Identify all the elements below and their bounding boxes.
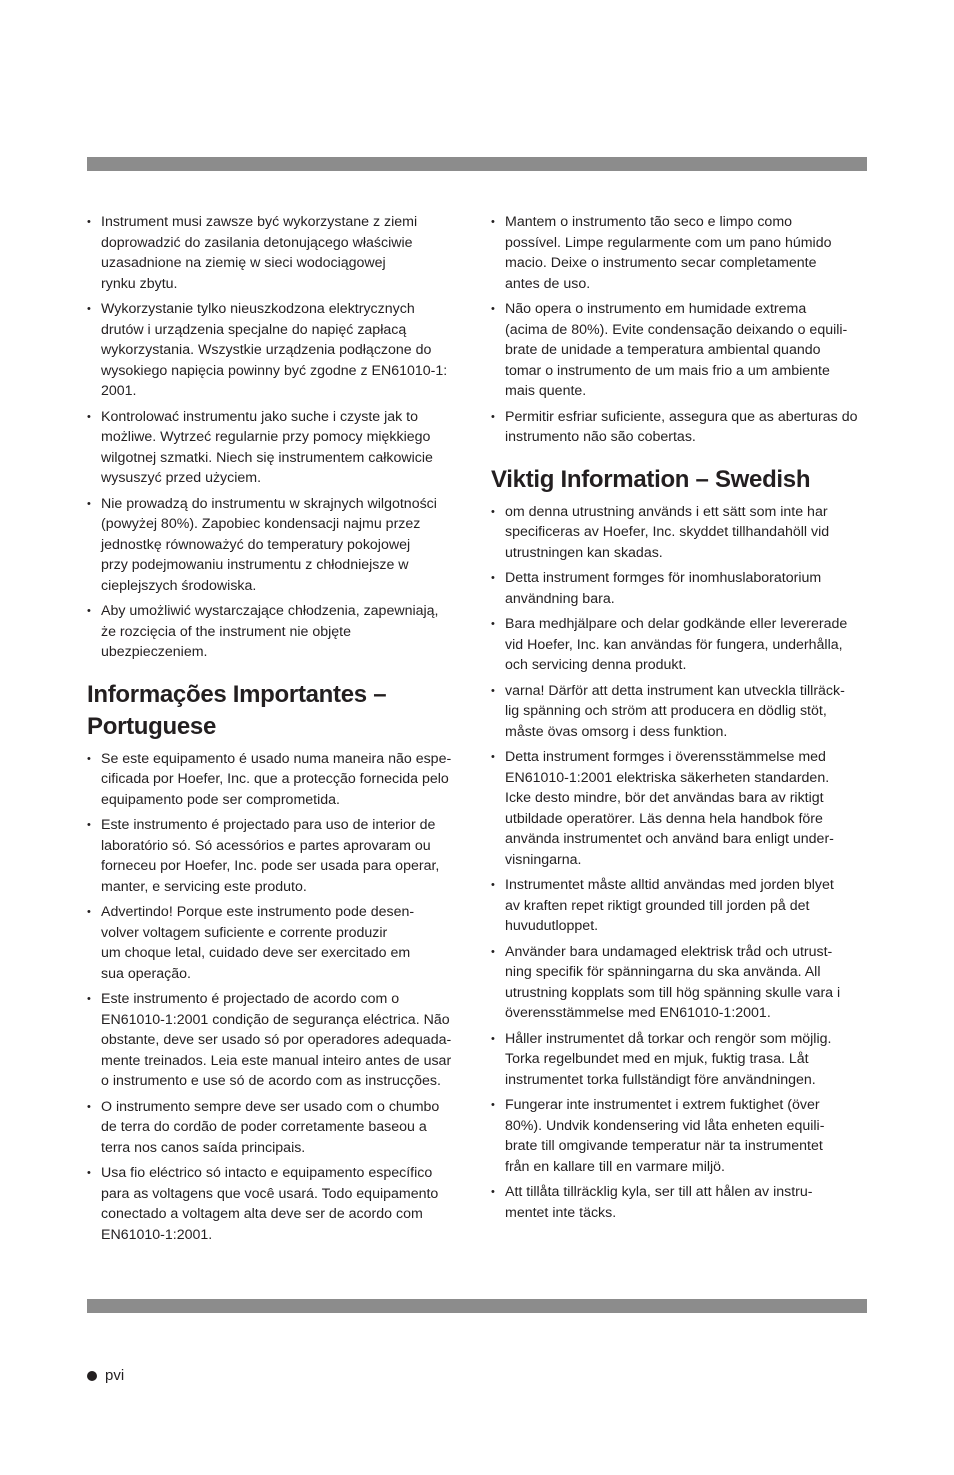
list-item-text: Detta instrument formges i överensstämmelse med EN61010-1:2001 elektriska säkerheten standarden. Icke desto mindre, bör det användas bara av riktigt utbildade operatörer. Läs denna hela handbok före använda instrumentet och använd bara enligt under- visningarna. (505, 749, 834, 868)
bullet-icon: • (491, 410, 495, 423)
bullet-icon: • (491, 618, 495, 630)
list-item-text: Wykorzystanie tylko nieuszkodzona elektrycznych drutów i urządzenia specjalne do napięć zapłacą wykorzystania. Wszystkie urządzenia podłączone do wysokiego napięcia powinny być zgodne z EN61010-1: 2001. (101, 301, 448, 399)
bullet-icon: • (491, 1099, 495, 1111)
list-item-text: Instrument musi zawsze być wykorzystane z ziemi doprowadzić do zasilania detonującego właściwie uzasadnione na ziemię w sieci wodociągowej rynku zbytu. (101, 214, 418, 292)
list-item-text: O instrumento sempre deve ser usado com o chumbo de terra do cordão de poder corretamente baseou a terra nos canos saída principais. (101, 1098, 440, 1156)
list-item-text: Använder bara undamaged elektrisk tråd och utrust- ning specifik för spänningarna du ska använda. All utrustning kopplats som till hög spänning skulle vara i överensstämmelse med EN61010-1:2001. (505, 943, 841, 1021)
list-item-text: Este instrumento é projectado de acordo com o EN61010-1:2001 condição de segurança eléctrica. Não obstante, deve ser usado só por operadores adequada- mente treinados. Leia este manual inteiro antes de usar o instrumento e use só de acordo com as instrucções. (101, 991, 452, 1089)
list-item (491, 747, 867, 870)
list-item-text: Att tillåta tillräcklig kyla, ser till att hålen av instru- mentet inte täcks. (505, 1184, 813, 1221)
list-item-text: Detta instrument formges för inomhuslaboratorium användning bara. (505, 570, 822, 607)
list-item (87, 1163, 463, 1245)
list-item-text: varna! Därför att detta instrument kan utveckla tillräck- lig spänning och ström att producera en dödlig stöt, måste övas omsorg i dess funktion. (505, 682, 845, 740)
bullet-icon: • (491, 879, 495, 891)
list-item-text: Nie prowadzą do instrumentu w skrajnych wilgotności (powyżej 80%). Zapobiec kondensacji najmu przez jednostkę równoważyć do temperatury pokojowej przy podejmowaniu instrumentu z chłodniejsze w cieplejszych środowiska. (101, 495, 437, 594)
list-item (87, 212, 463, 294)
list-item (491, 568, 867, 609)
list-item (491, 212, 867, 294)
list-item (87, 989, 463, 1092)
list-item (491, 407, 867, 448)
list-item (87, 1097, 463, 1159)
list-item (87, 815, 463, 897)
list-item-text: Mantem o instrumento tão seco e limpo como possível. Limpe regularmente com um pano húmido macio. Deixe o instrumento secar completamente antes de uso. (505, 214, 832, 292)
bullet-icon: • (87, 605, 91, 617)
list-item (491, 681, 867, 743)
left-column (87, 212, 463, 1250)
page-number: pvi (105, 1367, 125, 1384)
page-bullet-icon (87, 1371, 97, 1381)
list-item-text: Permitir esfriar suficiente, assegura que as aberturas do instrumento não são cobertas. (505, 408, 858, 445)
list-item-text: Usa fio eléctrico só intacto e equipamento específico para as voltagens que você usará. Todo equipamento conectado a voltagem alta deve ser de acordo com EN61010-1:2001. (101, 1165, 439, 1243)
section-heading-swedish: Viktig Information – Swedish (491, 465, 811, 493)
portuguese-list-continued (491, 212, 867, 448)
list-item-text: Kontrolować instrumentu jako suche i czyste jak to możliwe. Wytrzeć regularnie przy pomocy miękkiego wilgotnej szmatki. Niech się instrumentem całkowicie wysuszyć przed użyciem. (101, 408, 433, 486)
bullet-icon: • (87, 906, 91, 918)
list-item-text: Bara medhjälpare och delar godkände eller levererade vid Hoefer, Inc. kan användas för fungera, underhålla, och servicing denna produkt. (505, 616, 848, 673)
portuguese-list (87, 749, 463, 1246)
bullet-icon: • (491, 216, 495, 228)
list-item (491, 875, 867, 937)
bullet-icon: • (491, 572, 495, 584)
list-item-text: Håller instrumentet då torkar och rengör som möjlig. Torka regelbundet med en mjuk, fuktig trasa. Låt instrumentet torka fullständigt före användningen. (505, 1030, 832, 1088)
list-item (87, 407, 463, 489)
list-item (87, 601, 463, 663)
list-item (87, 494, 463, 597)
list-item (491, 942, 867, 1024)
list-item-text: om denna utrustning används i ett sätt som inte har specificeras av Hoefer, Inc. skyddet tillhandahöll vid utrustningen kan skadas. (505, 503, 830, 561)
bullet-icon: • (87, 819, 91, 831)
bullet-icon: • (491, 751, 495, 763)
list-item-text: Instrumentet måste alltid användas med jorden blyet av kraften repet riktigt grounded till jorden på det huvudutloppet. (505, 877, 834, 934)
list-item (491, 1095, 867, 1177)
list-item-text: Fungerar inte instrumentet i extrem fuktighet (över 80%). Undvik kondensering vid låta enheten equili- brate till omgivande temperatur när ta instrumentet från en kallare till en varmare miljö. (505, 1097, 825, 1175)
list-item (87, 749, 463, 811)
bullet-icon: • (491, 505, 495, 518)
list-item-text: Aby umożliwić wystarczające chłodzenia, zapewniają, że rozcięcia of the instrument nie objęte ubezpieczeniem. (101, 603, 439, 660)
bullet-icon: • (491, 303, 495, 315)
list-item-text: Este instrumento é projectado para uso de interior de laboratório só. Só acessórios e partes aprovaram ou forneceu por Hoefer, Inc. pode ser usada para operar, manter, e servicing este produto. (101, 817, 440, 895)
list-item (87, 902, 463, 984)
list-item (491, 1029, 867, 1091)
list-item-text: Se este equipamento é usado numa maneira não espe- cificada por Hoefer, Inc. que a protecção fornecida pelo equipamento pode ser comprometida. (101, 750, 452, 808)
polish-list (87, 212, 463, 663)
bullet-icon: • (491, 684, 495, 697)
list-item (491, 299, 867, 402)
list-item (491, 502, 867, 564)
section-heading-portuguese: Informações Importantes – Portuguese (87, 680, 387, 740)
bullet-icon: • (87, 1167, 91, 1179)
page-footer (87, 1367, 124, 1384)
swedish-list (491, 502, 867, 1224)
list-item (491, 614, 867, 676)
list-item (491, 1182, 867, 1223)
bullet-icon: • (87, 752, 91, 765)
bullet-icon: • (87, 1100, 91, 1113)
bullet-icon: • (491, 945, 495, 958)
right-column (491, 212, 867, 1228)
bullet-icon: • (491, 1032, 495, 1045)
bullet-icon: • (87, 216, 91, 228)
bullet-icon: • (87, 497, 91, 510)
list-item-text: Não opera o instrumento em humidade extrema (acima de 80%). Evite condensação deixando o equili- brate de unidade a temperatura ambiental quando tomar o instrumento de um mais frio a um ambiente mais quente. (505, 301, 848, 399)
list-item-text: Advertindo! Porque este instrumento pode desen- volver voltagem suficiente e corrente produzir um choque letal, cuidado deve ser exercitado em sua operação. (101, 904, 415, 982)
bottom-divider-bar (87, 1299, 867, 1313)
bullet-icon: • (491, 1186, 495, 1198)
top-divider-bar (87, 157, 867, 171)
bullet-icon: • (87, 410, 91, 423)
bullet-icon: • (87, 303, 91, 315)
bullet-icon: • (87, 993, 91, 1005)
list-item (87, 299, 463, 402)
